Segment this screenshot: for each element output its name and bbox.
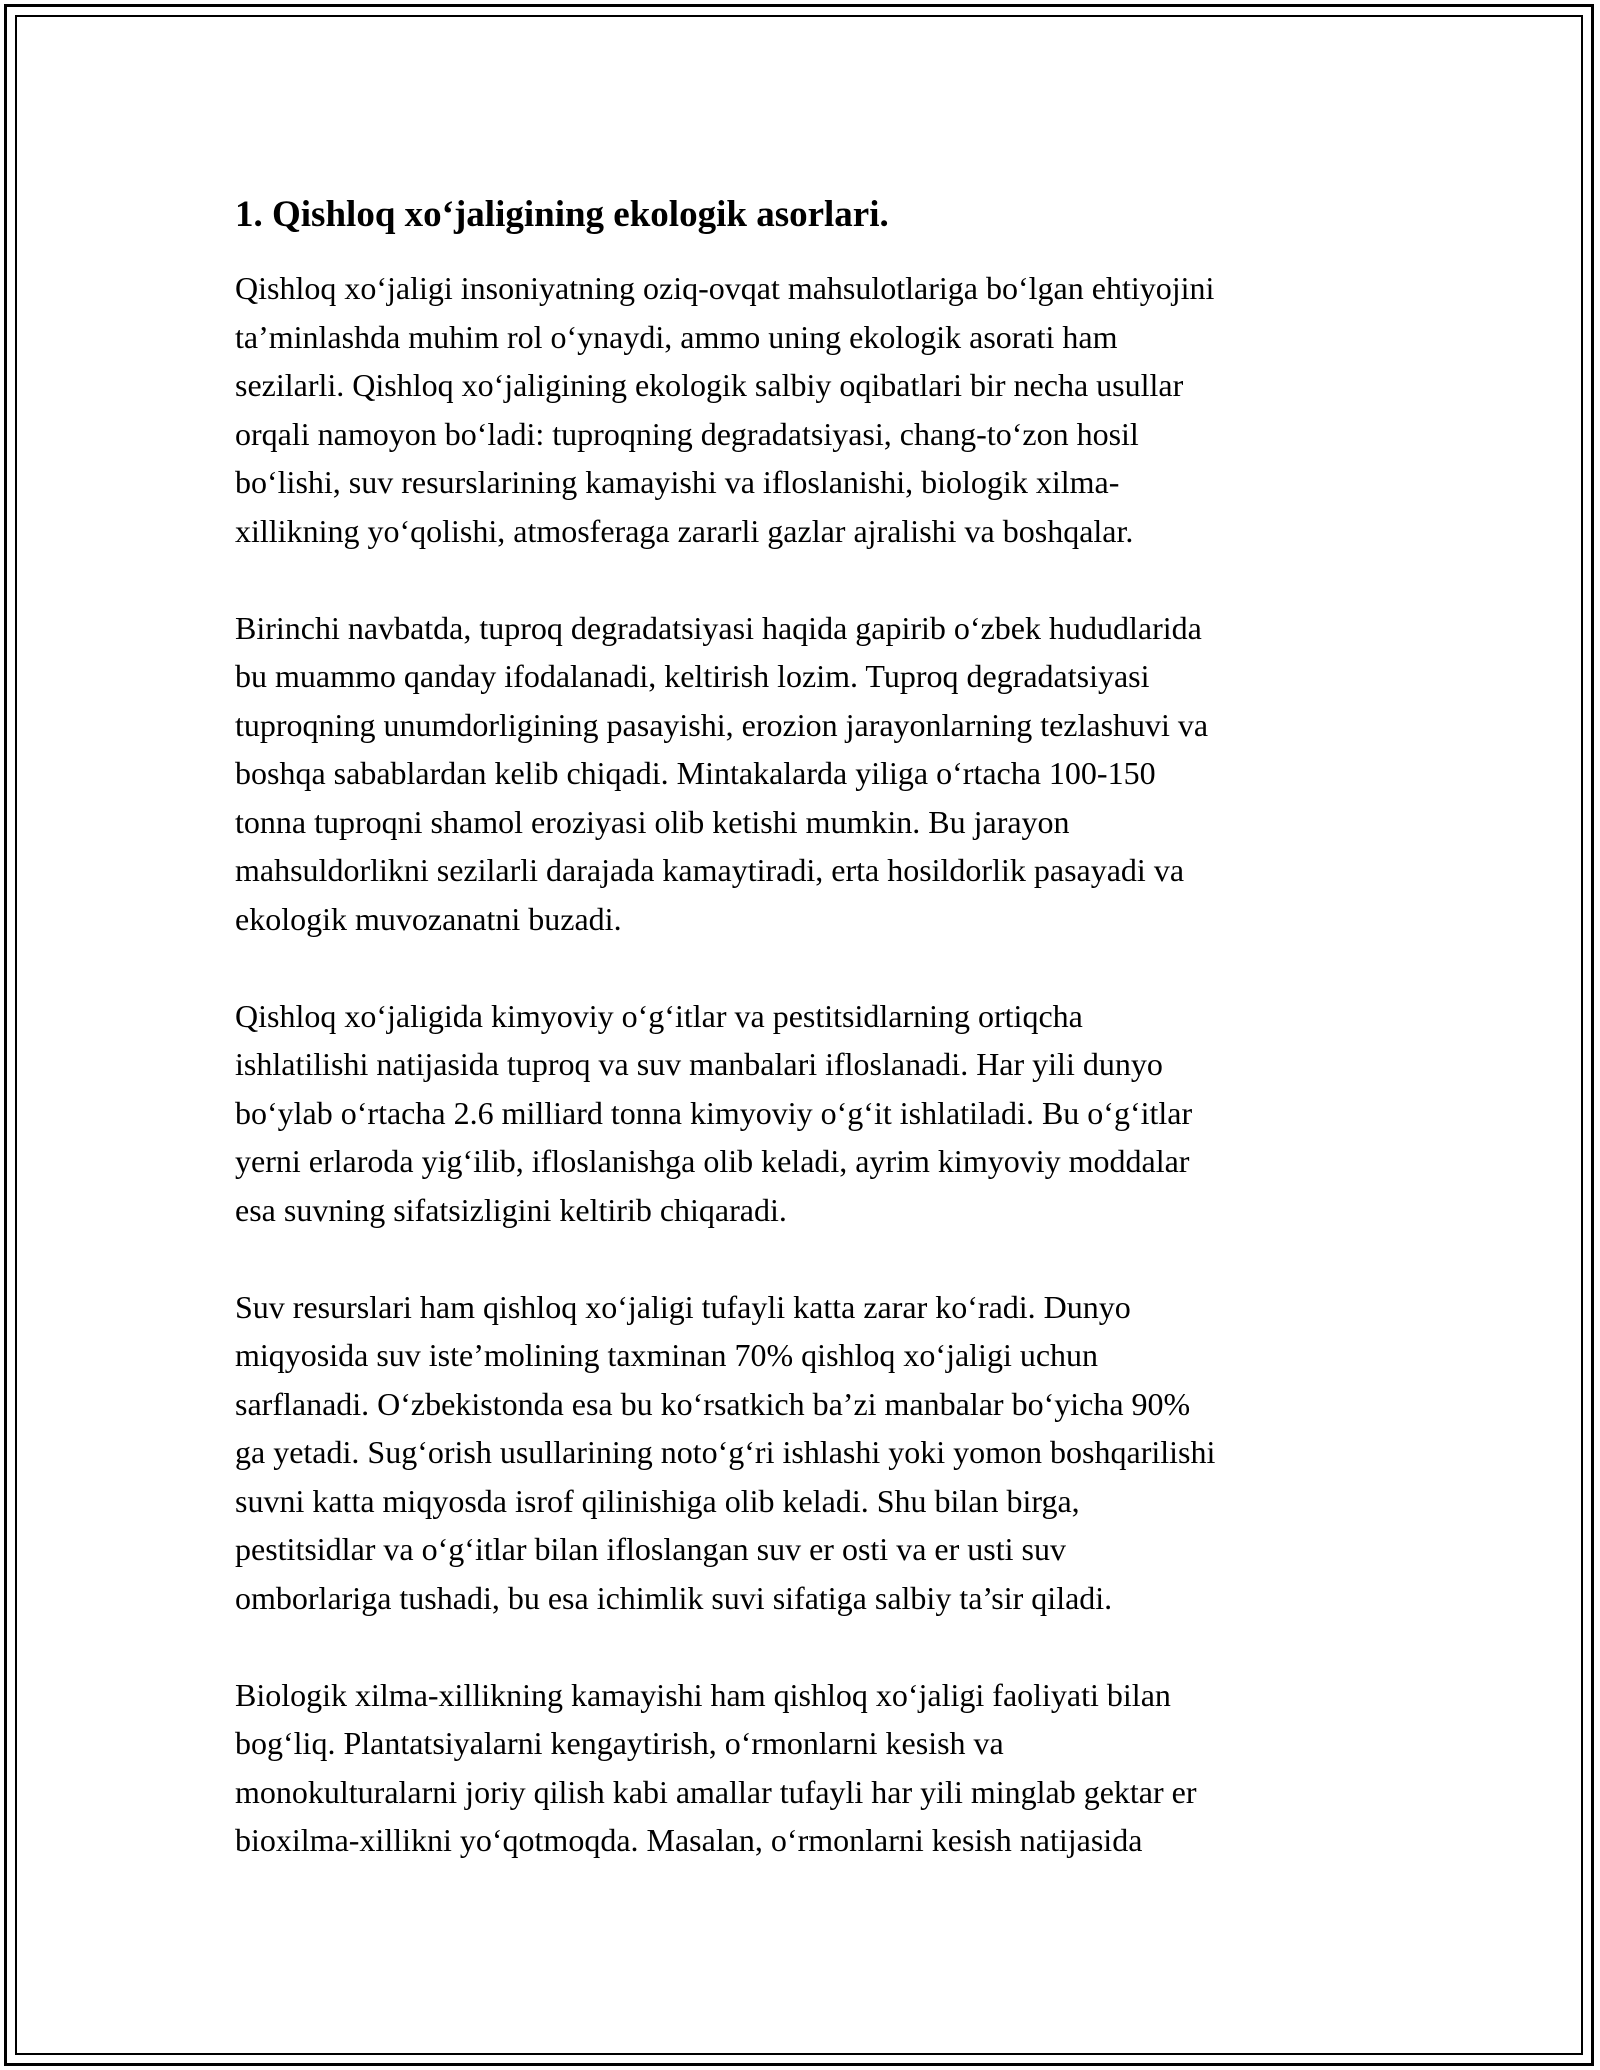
paragraph-line: boshqa sabablardan kelib chiqadi. Mintakalarda yiliga o‘rtacha 100-150 <box>235 755 1156 791</box>
paragraph-line: pestitsidlar va o‘g‘itlar bilan ifloslangan suv er osti va er usti suv <box>235 1531 1066 1567</box>
paragraph-1 <box>235 264 1375 555</box>
paragraph-line: ga yetadi. Sug‘orish usullarining noto‘g‘ri ishlashi yoki yomon boshqarilishi <box>235 1434 1216 1470</box>
paragraph-line: miqyosida suv iste’molining taxminan 70% qishloq xo‘jaligi uchun <box>235 1337 1099 1373</box>
paragraph-line: esa suvning sifatsizligini keltirib chiqaradi. <box>235 1191 787 1228</box>
paragraph-line: xillikning yo‘qolishi, atmosferaga zararli gazlar ajralishi va boshqalar. <box>235 512 1134 549</box>
paragraph-line: Birinchi navbatda, tuproq degradatsiyasi haqida gapirib o‘zbek hududlarida <box>235 609 1202 646</box>
paragraph-3 <box>235 992 1375 1235</box>
paragraph-line: Biologik xilma-xillikning kamayishi ham qishloq xo‘jaligi faoliyati bilan <box>235 1676 1171 1713</box>
paragraph-line: bo‘lishi, suv resurslarining kamayishi va ifloslanishi, biologik xilma- <box>235 464 1120 500</box>
paragraph-line: mahsuldorlikni sezilarli darajada kamaytiradi, erta hosildorlik pasayadi va <box>235 852 1185 888</box>
document-body <box>235 188 1375 1913</box>
paragraph-line: ishlatilishi natijasida tuproq va suv manbalari ifloslanadi. Har yili dunyo <box>235 1046 1163 1082</box>
paragraph-line: bioxilma-xillikni yo‘qotmoqda. Masalan, o‘rmonlarni kesish natijasida <box>235 1822 1143 1858</box>
paragraph-line: ekologik muvozanatni buzadi. <box>235 900 622 937</box>
paragraph-line: orqali namoyon bo‘ladi: tuproqning degradatsiyasi, chang-to‘zon hosil <box>235 415 1139 452</box>
paragraph-line: Qishloq xo‘jaligida kimyoviy o‘g‘itlar va pestitsidlarning ortiqcha <box>235 997 1083 1034</box>
paragraph-line: tuproqning unumdorligining pasayishi, erozion jarayonlarning tezlashuvi va <box>235 706 1209 743</box>
paragraph-line: sarflanadi. O‘zbekistonda esa bu ko‘rsatkich ba’zi manbalar bo‘yicha 90% <box>235 1385 1191 1422</box>
paragraph-2 <box>235 604 1375 944</box>
paragraph-line: tonna tuproqni shamol eroziyasi olib ketishi mumkin. Bu jarayon <box>235 803 1070 840</box>
paragraph-line: bu muammo qanday ifodalanadi, keltirish lozim. Tuproq degradatsiyasi <box>235 658 1150 694</box>
paragraph-line: bog‘liq. Plantatsiyalarni kengaytirish, o‘rmonlarni kesish va <box>235 1725 1004 1761</box>
paragraph-5 <box>235 1671 1375 1865</box>
paragraph-4 <box>235 1283 1375 1623</box>
paragraph-line: monokulturalarni joriy qilish kabi amallar tufayli har yili minglab gektar er <box>235 1773 1197 1810</box>
section-heading: 1. Qishloq xo‘jaligining ekologik asorlari. <box>235 194 889 235</box>
paragraph-line: Qishloq xo‘jaligi insoniyatning oziq-ovqat mahsulotlariga bo‘lgan ehtiyojini <box>235 270 1215 306</box>
paragraph-line: ta’minlashda muhim rol o‘ynaydi, ammo uning ekologik asorati ham <box>235 318 1118 355</box>
paragraph-line: bo‘ylab o‘rtacha 2.6 milliard tonna kimyoviy o‘g‘it ishlatiladi. Bu o‘g‘itlar <box>235 1094 1193 1131</box>
paragraph-line: Suv resurslari ham qishloq xo‘jaligi tufayli katta zarar ko‘radi. Dunyo <box>235 1288 1131 1325</box>
paragraph-line: suvni katta miqyosda isrof qilinishiga olib keladi. Shu bilan birga, <box>235 1482 1080 1519</box>
paragraph-line: sezilarli. Qishloq xo‘jaligining ekologik salbiy oqibatlari bir necha usullar <box>235 367 1184 403</box>
paragraph-line: yerni erlaroda yig‘ilib, ifloslanishga olib keladi, ayrim kimyoviy moddalar <box>235 1143 1190 1179</box>
paragraph-line: omborlariga tushadi, bu esa ichimlik suvi sifatiga salbiy ta’sir qiladi. <box>235 1579 1113 1616</box>
